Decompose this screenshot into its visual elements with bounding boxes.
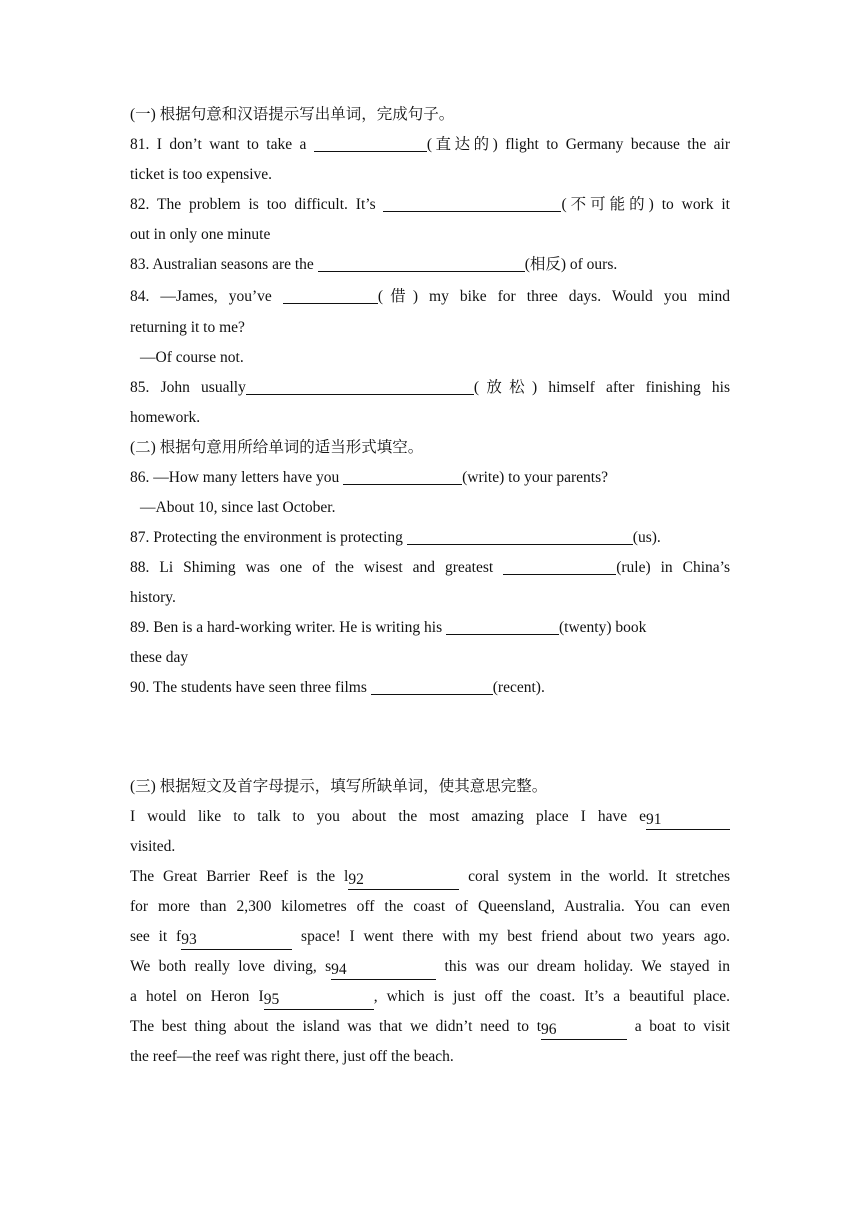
passage-line-3: The Great Barrier Reef is the l92 coral system in the world. It stretches <box>130 868 730 888</box>
question-86: 86. —How many letters have you (write) to your parents? <box>130 463 730 493</box>
passage-line-6: We both really love diving, s94 this was our dream holiday. We stayed in <box>130 958 730 978</box>
answer-blank-83[interactable] <box>318 253 525 272</box>
section-1-heading: (一) 根据句意和汉语提示写出单词，完成句子。 <box>130 106 455 123</box>
question-81: 81. I don’t want to take a (直达的) flight to Germany because the air <box>130 130 730 160</box>
question-90: 90. The students have seen three films (recent). <box>130 673 730 703</box>
question-84: 84. —James, you’ve (借) my bike for three days. Would you mind <box>130 280 730 313</box>
answer-blank-82[interactable] <box>383 193 561 212</box>
question-85-cont: homework. <box>130 409 201 426</box>
question-82-cont: out in only one minute <box>130 226 271 243</box>
question-88-cont: history. <box>130 589 176 606</box>
question-87: 87. Protecting the environment is protecting (us). <box>130 523 730 553</box>
answer-blank-85[interactable] <box>246 376 474 395</box>
passage-line-5: see it f93 space! I went there with my best friend about two years ago. <box>130 928 730 948</box>
passage-line-2: visited. <box>130 838 176 855</box>
answer-blank-88[interactable] <box>503 556 616 575</box>
answer-blank-92[interactable]: 92 <box>348 871 459 890</box>
answer-blank-90[interactable] <box>371 676 493 695</box>
passage-line-1: I would like to talk to you about the most amazing place I have e91 <box>130 802 730 832</box>
passage-line-9: the reef—the reef was right there, just off the beach. <box>130 1048 454 1065</box>
question-89-cont: these day <box>130 649 189 666</box>
answer-blank-84[interactable] <box>283 285 378 304</box>
answer-blank-96[interactable]: 96 <box>541 1021 627 1040</box>
answer-blank-93[interactable]: 93 <box>181 931 292 950</box>
passage-line-8: The best thing about the island was that we didn’t need to t96 a boat to visit <box>130 1018 730 1038</box>
question-82: 82. The problem is too difficult. It’s (不可能的) to work it <box>130 190 730 220</box>
section-2-heading: (二) 根据句意用所给单词的适当形式填空。 <box>130 439 424 456</box>
worksheet <box>130 100 730 1072</box>
passage-line-7: a hotel on Heron I95 , which is just off the coast. It’s a beautiful place. <box>130 988 730 1008</box>
question-83: 83. Australian seasons are the (相反) of ours. <box>130 250 730 280</box>
answer-blank-91[interactable]: 91 <box>646 811 730 830</box>
question-84-reply: —Of course not. <box>140 349 244 366</box>
answer-blank-89[interactable] <box>446 616 559 635</box>
question-88: 88. Li Shiming was one of the wisest and greatest (rule) in China’s <box>130 553 730 583</box>
answer-blank-95[interactable]: 95 <box>264 991 374 1010</box>
section-gap <box>130 703 730 772</box>
answer-blank-81[interactable] <box>314 133 427 152</box>
question-86-reply: —About 10, since last October. <box>140 499 336 516</box>
question-89: 89. Ben is a hard-working writer. He is writing his (twenty) book <box>130 613 730 643</box>
section-3-heading: (三) 根据短文及首字母提示，填写所缺单词，使其意思完整。 <box>130 778 548 795</box>
passage-line-4: for more than 2,300 kilometres off the coast of Queensland, Australia. You can even <box>130 898 730 915</box>
answer-blank-86[interactable] <box>343 466 462 485</box>
answer-blank-94[interactable]: 94 <box>331 961 436 980</box>
question-81-cont: ticket is too expensive. <box>130 166 273 183</box>
answer-blank-87[interactable] <box>407 526 633 545</box>
question-84-cont: returning it to me? <box>130 319 245 336</box>
question-85: 85. John usually (放松) himself after finishing his <box>130 373 730 403</box>
